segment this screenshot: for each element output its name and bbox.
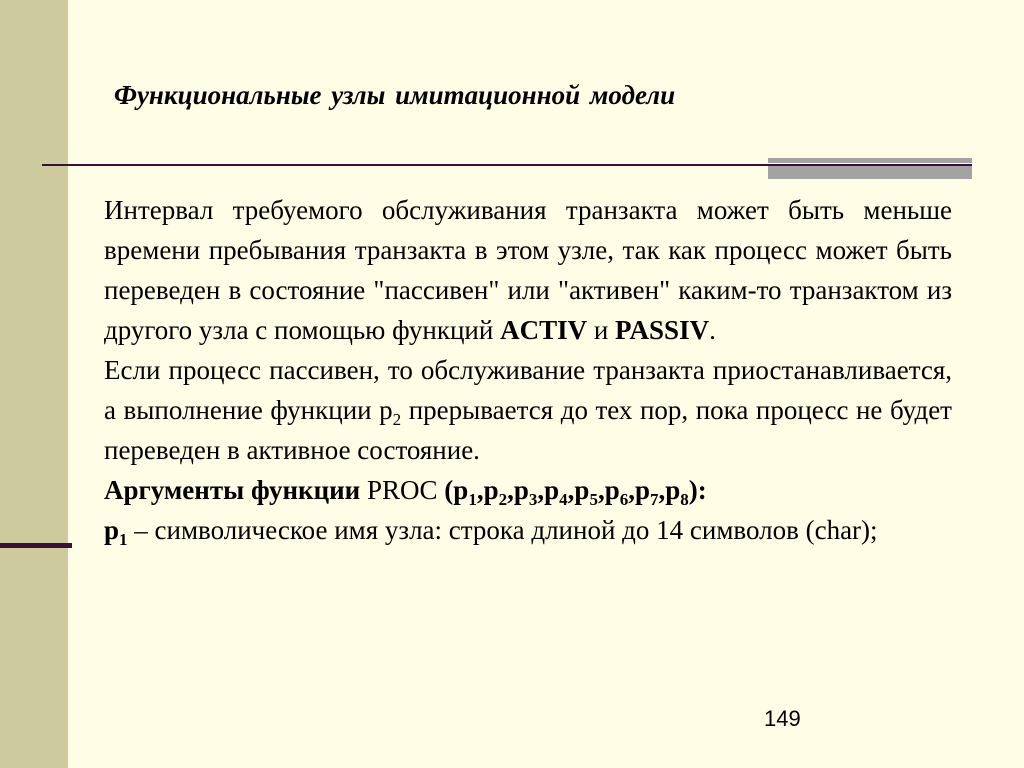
argument-sep: ,p bbox=[567, 475, 590, 505]
title-divider-accent bbox=[768, 158, 972, 179]
subscript: 1 bbox=[119, 530, 128, 549]
function-passiv: PASSIV bbox=[615, 315, 710, 345]
subscript: 8 bbox=[680, 490, 689, 509]
slide-title: Функциональные узлы имитационной модели bbox=[114, 80, 676, 110]
page-number: 149 bbox=[764, 706, 801, 731]
side-accent-line bbox=[0, 543, 72, 548]
paragraph-passive-text-after: прерывается до тех пор, пока процесс не будет переведен в активное состояние. bbox=[104, 395, 952, 465]
paragraph-arguments bbox=[104, 470, 952, 510]
subscript: 7 bbox=[650, 490, 659, 509]
arguments-close: ): bbox=[688, 475, 707, 505]
arguments-open: (p bbox=[437, 475, 469, 505]
argument-sep: ,p bbox=[476, 475, 499, 505]
function-proc: PROC bbox=[367, 475, 438, 505]
argument-sep: ,p bbox=[507, 475, 529, 505]
subscript: 5 bbox=[589, 490, 598, 509]
subscript: 6 bbox=[619, 490, 629, 509]
slide-body bbox=[104, 190, 952, 550]
paragraph-p1 bbox=[104, 510, 952, 550]
term-p1: p bbox=[104, 515, 120, 545]
paragraph-passive bbox=[104, 350, 952, 470]
subscript: 2 bbox=[392, 410, 402, 429]
arguments-lead: Аргументы функции bbox=[104, 475, 367, 505]
paragraph-interval bbox=[104, 190, 952, 350]
argument-sep: ,p bbox=[658, 475, 681, 505]
subscript: 4 bbox=[559, 490, 568, 509]
argument-sep: ,p bbox=[537, 475, 560, 505]
argument-sep: ,p bbox=[628, 475, 650, 505]
conjunction: и bbox=[587, 315, 616, 345]
function-activ: ACTIV bbox=[500, 315, 588, 345]
subscript: 2 bbox=[498, 490, 508, 509]
side-band bbox=[0, 0, 68, 768]
subscript: 3 bbox=[528, 490, 538, 509]
paragraph-end: . bbox=[709, 315, 716, 345]
paragraph-interval-text: Интервал требуемого обслуживания транзакта может быть меньше времени пребывания транзакта в этом узле, так как процесс может быть переведен в состояние "пассивен" или "активен" каким-то транзактом из другого узла с помощью функций bbox=[104, 195, 952, 345]
subscript: 1 bbox=[468, 490, 477, 509]
paragraph-passive-text: Если процесс пассивен, то обслуживание транзакта приостанавливается, а выполнение функции p bbox=[104, 355, 952, 425]
paragraph-p1-text: – символическое имя узла: строка длиной до 14 символов (char); bbox=[127, 515, 878, 545]
argument-list bbox=[476, 475, 689, 509]
argument-sep: ,p bbox=[597, 475, 620, 505]
